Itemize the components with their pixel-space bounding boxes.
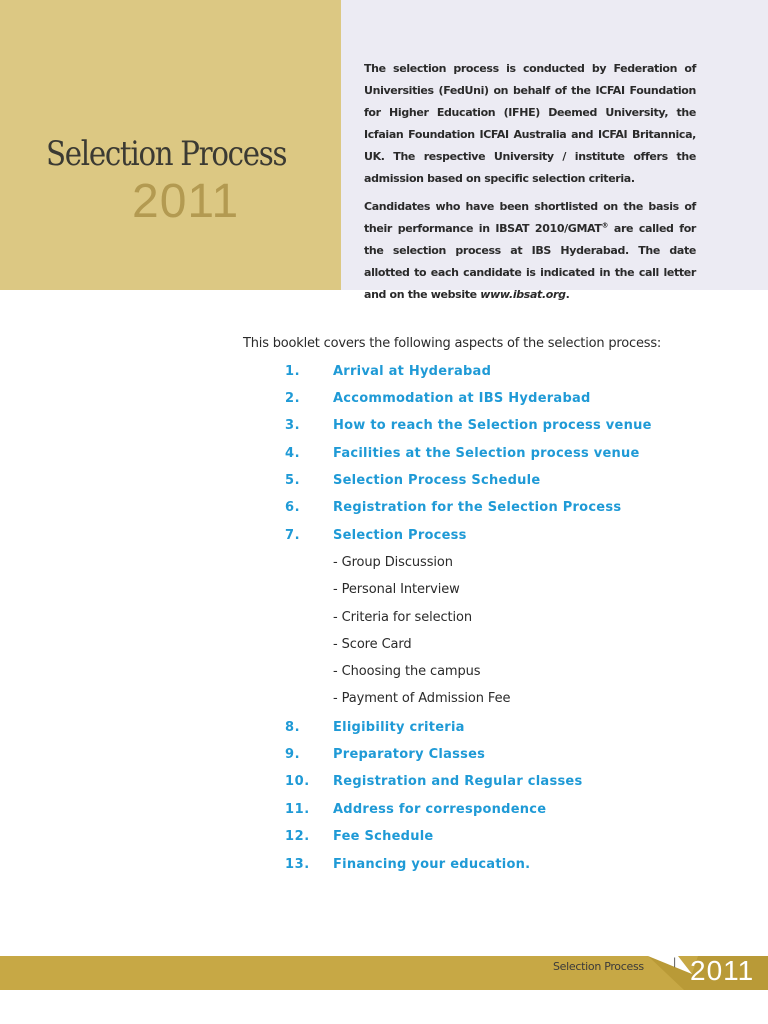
intro-paragraph-2-part-1: Candidates who have been shortlisted on the basis of their performance in IBSAT 2010/GMAT (364, 200, 696, 235)
toc-title: Eligibility criteria (333, 720, 465, 735)
toc-title: Arrival at Hyderabad (333, 364, 492, 379)
sub-item: - Criteria for selection (333, 610, 473, 625)
toc-number: 1. (285, 364, 301, 379)
toc-title: Preparatory Classes (333, 747, 486, 762)
toc-title: Facilities at the Selection process venue (333, 446, 640, 461)
toc-title: Fee Schedule (333, 829, 434, 844)
toc-title: Selection Process (333, 528, 467, 543)
registered-mark: ® (601, 221, 609, 230)
toc-number: 2. (285, 391, 301, 406)
toc-number: 8. (285, 720, 301, 735)
toc-number: 10. (285, 774, 310, 789)
intro-paragraph-2-part-2: are called for the selection process at IBS Hyderabad. The date allotted to each candidate is indicated in the call letter and on the website (364, 222, 696, 301)
toc-title: Accommodation at IBS Hyderabad (333, 391, 591, 406)
intro-text (364, 58, 696, 312)
sub-item: - Score Card (333, 637, 412, 652)
toc-number: 7. (285, 528, 301, 543)
page-title-year: 2011 (132, 175, 240, 228)
toc-number: 4. (285, 446, 301, 461)
toc-title: Financing your education. (333, 857, 531, 872)
toc-title: How to reach the Selection process venue (333, 418, 652, 433)
toc-title: Registration and Regular classes (333, 774, 583, 789)
toc-number: 3. (285, 418, 301, 433)
sub-item: - Choosing the campus (333, 664, 481, 679)
footer-label: Selection Process (553, 960, 644, 973)
intro-paragraph-1: The selection process is conducted by Federation of Universities (FedUni) on behalf of the ICFAI Foundation for Higher Education (IFHE) Deemed University, the Icfaian Foundation ICFAI Australia and ICFAI Britannica, UK. The respective University / institute offers the admission based on specific selection criteria. (364, 62, 696, 185)
website-link[interactable]: www.ibsat.org (480, 288, 566, 301)
toc-number: 13. (285, 857, 310, 872)
toc-number: 5. (285, 473, 301, 488)
toc-title: Registration for the Selection Process (333, 500, 622, 515)
intro-paragraph-2 (364, 196, 696, 306)
sub-item: - Personal Interview (333, 582, 460, 597)
footer-year: 2011 (690, 955, 755, 986)
toc-title: Address for correspondence (333, 802, 547, 817)
toc-title: Selection Process Schedule (333, 473, 541, 488)
toc-number: 9. (285, 747, 301, 762)
sub-item: - Payment of Admission Fee (333, 691, 511, 706)
page-title: Selection Process (46, 134, 287, 174)
booklet-intro: This booklet covers the following aspects of the selection process: (243, 336, 662, 351)
footer-separator: | (673, 957, 677, 968)
toc-number: 6. (285, 500, 301, 515)
sub-item: - Group Discussion (333, 555, 453, 570)
intro-paragraph-2-end: . (565, 288, 570, 301)
toc-number: 11. (285, 802, 310, 817)
toc-number: 12. (285, 829, 310, 844)
